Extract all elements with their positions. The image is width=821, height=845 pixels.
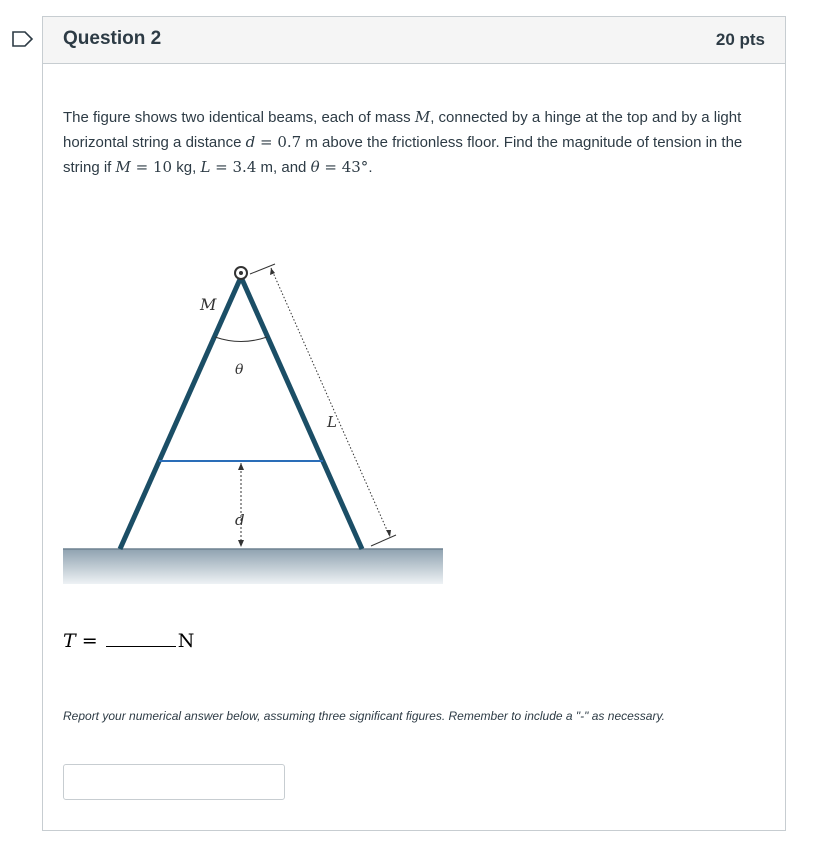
answer-input[interactable] [63, 764, 285, 800]
question-text: The figure shows two identical beams, each of mass M, connected by a hinge at the top and by a light horizontal string a distance d = 0.7 m above the frictionless floor. Find the magnitude of tension in the string if M = 10 kg, L = 3.4 m, and θ = 43°. [63, 108, 743, 176]
question-card [42, 16, 786, 831]
label-M: M [200, 295, 217, 314]
beam-figure [63, 262, 448, 592]
answer-unit: N [177, 630, 195, 652]
answer-instructions: Report your numerical answer below, assuming three significant figures. Remember to include a "-" as necessary. [63, 709, 665, 723]
floor [63, 549, 443, 584]
label-theta: θ [235, 362, 244, 378]
answer-equation: T = N [63, 630, 195, 652]
question-header [43, 17, 785, 64]
answer-blank [106, 632, 176, 647]
label-L: L [327, 413, 337, 431]
right-beam [241, 277, 362, 549]
theta-arc [215, 337, 267, 342]
question-title: Question 2 [63, 28, 162, 49]
length-dimension-line [271, 268, 390, 537]
bookmark-flag-icon[interactable] [12, 31, 34, 47]
answer-variable: T [63, 630, 76, 652]
left-beam [120, 277, 241, 549]
question-points: 20 pts [715, 30, 765, 49]
label-d: d [235, 511, 245, 529]
